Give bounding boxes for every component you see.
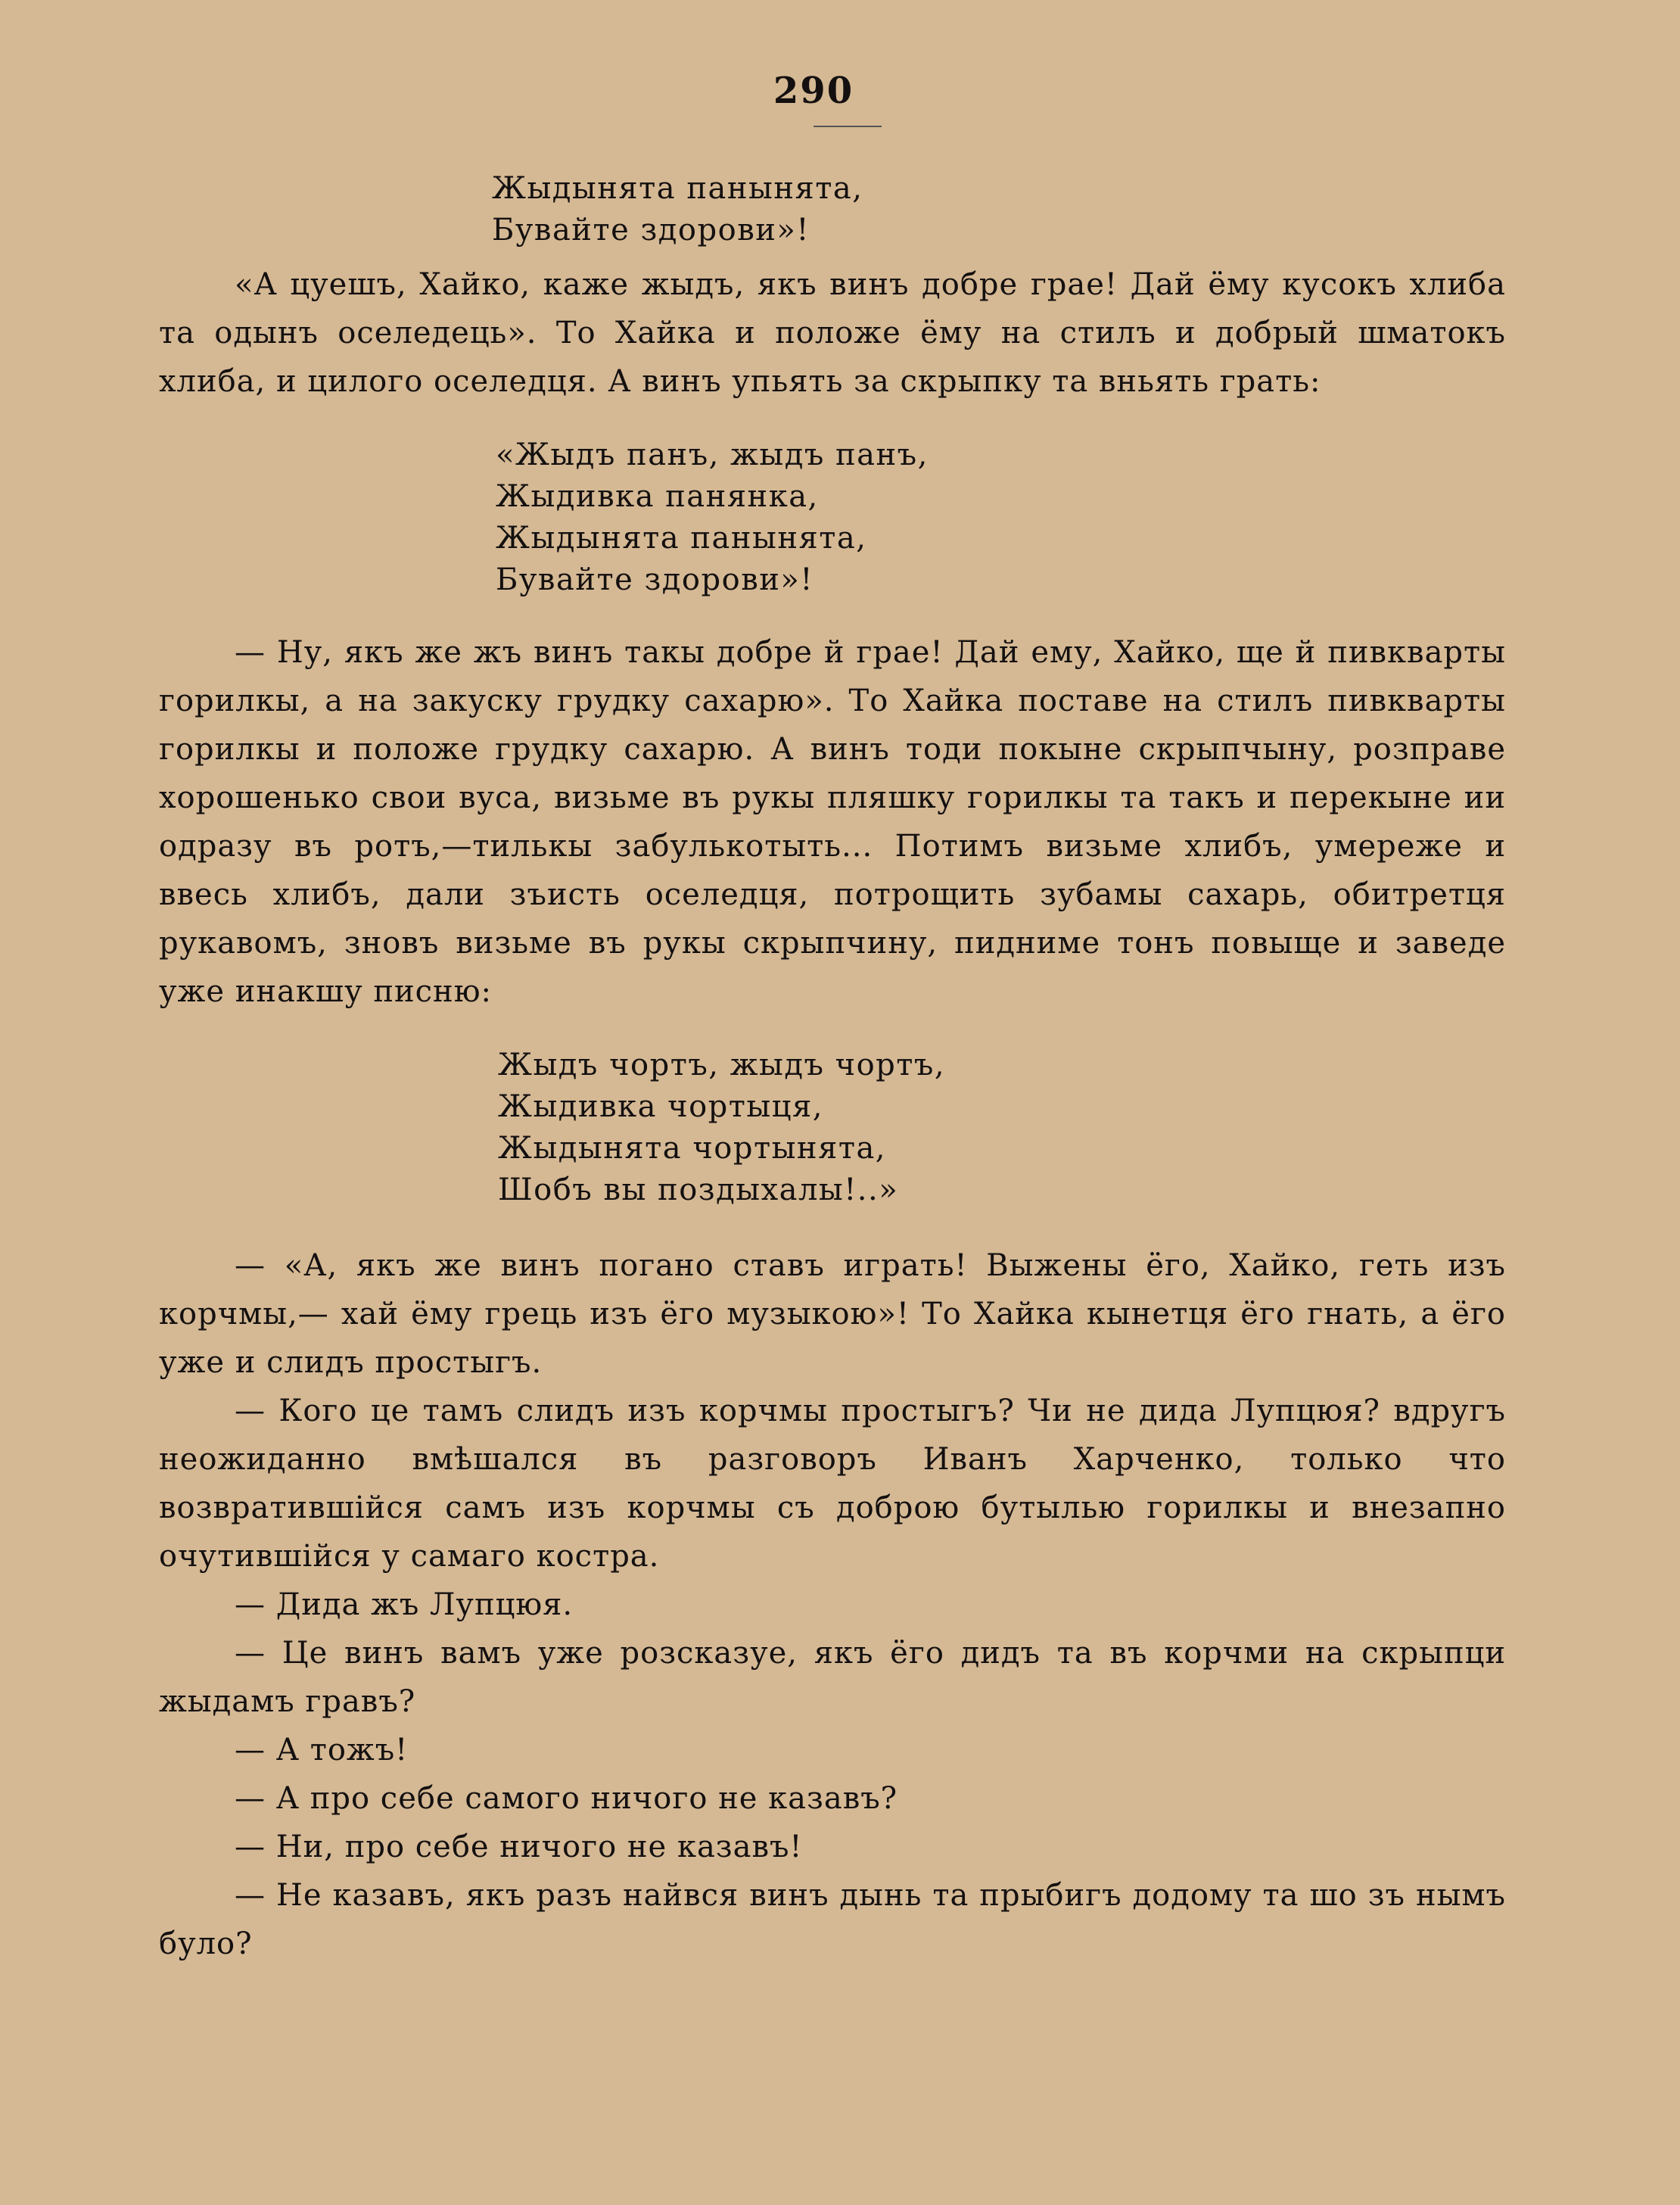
page-body [159,168,1506,1968]
dialogue-line: — Не казавъ, якъ разъ найвся винъ дынь та прыбигъ додому та шо зъ нымъ було? [159,1878,1506,1961]
paragraph: — Ну, якъ же жъ винъ такы добре й грае! Дай ему, Хайко, ще й пивкварты горилкы, а на закуску грудку сахарю». То Хайка поставе на стилъ пивкварты горилкы и положе грудку сахарю. А винъ тоди покыне скрыпчыну, розправе хорошенько свои вуса, визьме въ рукы пляшку горилкы та такъ и перекыне ии одразу въ ротъ,—тилькы забулькотыть... Потимъ визьме хлибъ, умереже и ввесь хлибъ, дали зъисть оселедця, потрощить зубамы сахарь, обитретця рукавомъ, зновъ визьме въ рукы скрыпчину, пидниме тонъ повыще и заведе уже инакшу писню: [159,635,1506,1009]
verse-line: Жыдивка чортыця, [498,1089,823,1124]
verse-middle [159,434,1506,601]
paragraph: «А цуешъ, Хайко, каже жыдъ, якъ винъ добре грае! Дай ёму кусокъ хлиба та одынъ оселедець». То Хайка и положе ёму на стилъ и добрый шматокъ хлиба, и цилого оселедця. А винъ упьять за скрыпку та вньять грать: [159,267,1506,399]
verse-line: Жыдивка панянка, [496,479,819,514]
verse-line: Жыдынята панынята, [492,171,863,206]
verse-line: Шобъ вы поздыхалы!..» [498,1173,899,1207]
dialogue-line: — Ни, про себе ничого не казавъ! [235,1830,803,1864]
verse-top [159,168,1506,251]
dialogue-line: — Дида жъ Лупцюя. [235,1587,574,1622]
dialogue-line: — А тожъ! [235,1733,409,1767]
paragraph: — «А, якъ же винъ погано ставъ играть! Выжены ёго, Хайко, геть изъ корчмы,— хай ёму грець изъ ёго музыкою»! То Хайка кынетця ёго гнать, а ёго уже и слидъ простыгъ. [159,1248,1506,1380]
dialogue-line: — Це винъ вамъ уже розсказуе, якъ ёго дидъ та въ корчми на скрыпци жыдамъ гравъ? [159,1636,1506,1719]
verse-line: Бувайте здорови»! [492,213,810,248]
dialogue-line: — А про себе самого ничого не казавъ? [235,1781,898,1816]
dialogue-line: — Кого це тамъ слидъ изъ корчмы простыгъ? Чи не дида Лупцюя? вдругъ неожиданно вмѣшался въ разговоръ Иванъ Харченко, только что возвратившійся самъ изъ корчмы съ доброю бутылью горилкы и внезапно очутившійся у самаго костра. [159,1394,1506,1574]
verse-line: Жыдынята панынята, [496,521,867,556]
header-rule [814,126,882,127]
page-number: 290 [773,70,854,112]
verse-line: «Жыдъ панъ, жыдъ панъ, [496,438,929,472]
verse-line: Жыдынята чортынята, [498,1131,887,1166]
verse-line: Бувайте здорови»! [496,562,814,597]
verse-bottom [159,1045,1506,1211]
verse-line: Жыдъ чортъ, жыдъ чортъ, [498,1048,946,1082]
